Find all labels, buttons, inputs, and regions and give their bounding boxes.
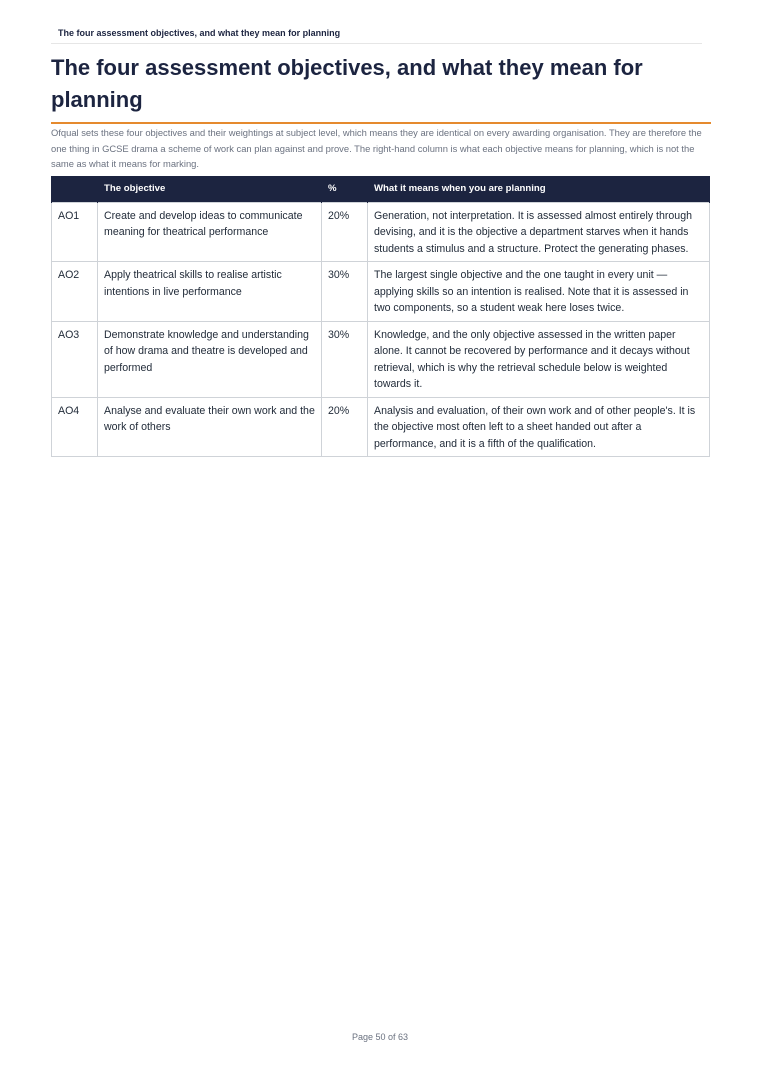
header-code — [52, 176, 98, 202]
header-objective: The objective — [98, 176, 322, 202]
header-percent: % — [322, 176, 368, 202]
ao-percent: 20% — [322, 202, 368, 262]
ao-code: AO2 — [52, 262, 98, 322]
ao-code: AO1 — [52, 202, 98, 262]
page-number: Page 50 of 63 — [351, 1032, 409, 1042]
running-header: The four assessment objectives, and what they mean for planning — [51, 28, 702, 44]
ao-code: AO4 — [52, 397, 98, 457]
ao-planning: Generation, not interpretation. It is assessed almost entirely through devising, and it is the objective a department starves when it hands students a stimulus and a structure. Protect the generating phases. — [368, 202, 710, 262]
ao-objective: Demonstrate knowledge and understanding of how drama and theatre is developed and performed — [98, 321, 322, 397]
ao-percent: 20% — [322, 397, 368, 457]
ao-objective: Apply theatrical skills to realise artistic intentions in live performance — [98, 262, 322, 322]
ao-planning: The largest single objective and the one taught in every unit — applying skills so an intention is realised. Note that it is assessed in two components, so a student weak here loses twice. — [368, 262, 710, 322]
table-row — [52, 202, 710, 262]
table-row — [52, 397, 710, 457]
table-header-row — [52, 176, 710, 202]
ao-objective: Create and develop ideas to communicate meaning for theatrical performance — [98, 202, 322, 262]
page-title: The four assessment objectives, and what they mean for planning — [51, 52, 711, 124]
ao-planning: Analysis and evaluation, of their own work and of other people's. It is the objective most often left to a sheet handed out after a performance, and it is a fifth of the qualification. — [368, 397, 710, 457]
ao-planning: Knowledge, and the only objective assessed in the written paper alone. It cannot be recovered by performance and it decays without retrieval, which is why the retrieval schedule below is weighted towards it. — [368, 321, 710, 397]
table-row — [52, 321, 710, 397]
intro-paragraph: Ofqual sets these four objectives and their weightings at subject level, which means they are identical on every awarding organisation. They are therefore the one thing in GCSE drama a scheme of work can plan against and prove. The right-hand column is what each objective means for planning, which is not the same as what it means for marking. — [51, 127, 702, 169]
header-planning: What it means when you are planning — [368, 176, 710, 202]
ao-percent: 30% — [322, 321, 368, 397]
ao-percent: 30% — [322, 262, 368, 322]
table-row — [52, 262, 710, 322]
ao-code: AO3 — [52, 321, 98, 397]
ao-objective: Analyse and evaluate their own work and the work of others — [98, 397, 322, 457]
assessment-objectives-table — [51, 176, 710, 457]
